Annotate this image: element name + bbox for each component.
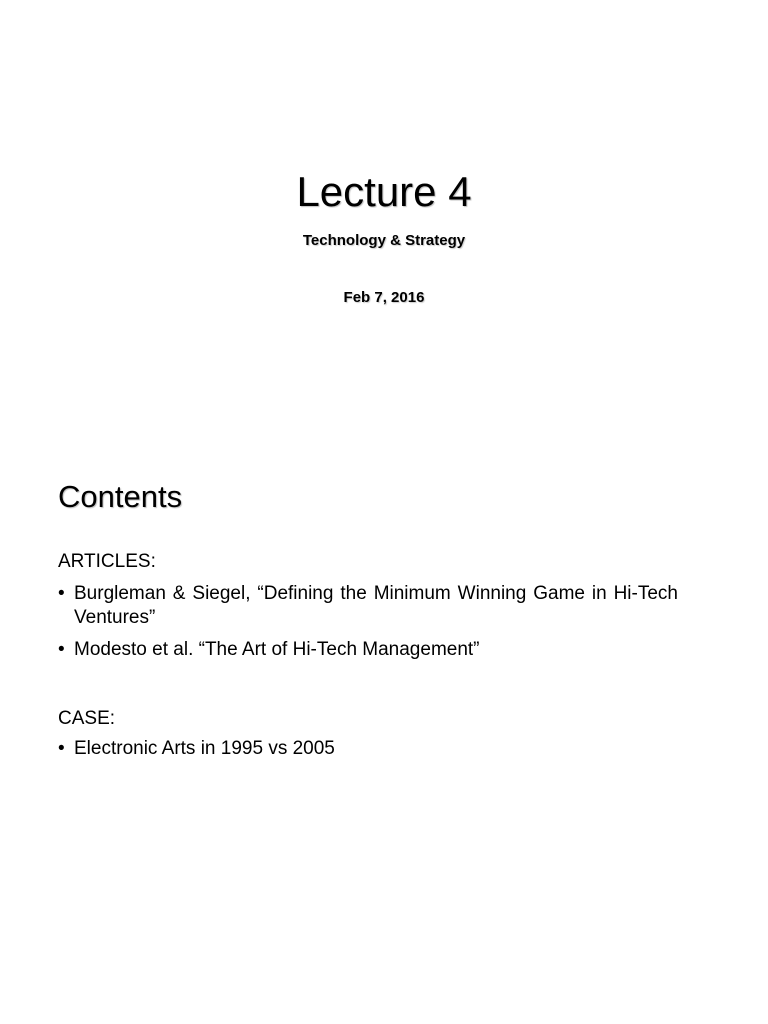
bullet-icon: • xyxy=(58,738,65,759)
bullet-icon: • xyxy=(58,583,65,604)
slide-title: Lecture 4 xyxy=(296,168,472,215)
bullet-icon: • xyxy=(58,639,65,660)
slide-subtitle: Technology & Strategy xyxy=(302,232,466,249)
list-item xyxy=(58,638,678,662)
article-text: Burgleman & Siegel, “Defining the Minimum Winning Game in Hi-Tech Ventures” xyxy=(74,583,678,628)
case-list xyxy=(58,737,678,769)
contents-title: Contents xyxy=(58,479,183,514)
articles-heading: ARTICLES: xyxy=(58,551,156,572)
slide-date: Feb 7, 2016 xyxy=(343,289,425,306)
case-heading: CASE: xyxy=(58,708,116,729)
articles-list xyxy=(58,582,678,670)
case-text: Electronic Arts in 1995 vs 2005 xyxy=(74,738,335,759)
article-text: Modesto et al. “The Art of Hi-Tech Management” xyxy=(74,639,480,660)
list-item xyxy=(58,737,678,761)
contents-slide xyxy=(0,430,768,1024)
title-slide xyxy=(0,0,768,430)
list-item xyxy=(58,582,678,630)
